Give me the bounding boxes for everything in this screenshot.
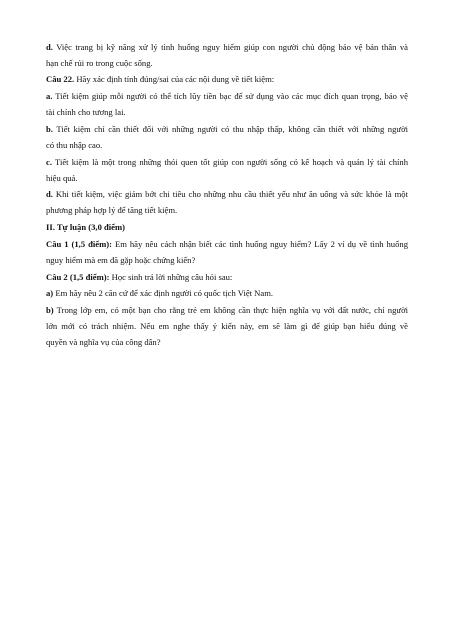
question-22-option-a-line-2: tài chính cho tương lai.	[46, 107, 126, 117]
essay-question-2-part-b-line-2: lớn mới có trách nhiệm. Nếu em nghe thấy ý kiến này, em sẽ làm gì để giúp bạn hiểu đúng về	[46, 321, 408, 331]
question-22-option-a-line-1	[46, 91, 408, 102]
question-22-option-d-line-1	[46, 189, 408, 200]
question-label: Câu 2 (1,5 điểm):	[46, 272, 110, 282]
option-label: a.	[46, 91, 53, 101]
part-label: a)	[46, 288, 54, 298]
question-22-option-c-line-2: hiệu quả.	[46, 173, 78, 183]
question-text: Hãy xác định tính đúng/sai của các nội dung về tiết kiệm:	[76, 74, 275, 84]
question-label: Câu 1 (1,5 điểm):	[46, 239, 112, 249]
option-label: d.	[46, 42, 53, 52]
question-label: Câu 22.	[46, 74, 75, 84]
question-text: Em hãy nêu cách nhận biết các tình huống nguy hiểm? Lấy 2 ví dụ về tình huống	[114, 239, 408, 249]
option-text: Việc trang bị kỹ năng xử lý tình huống nguy hiểm giúp con người chủ động bảo vệ bản thân và	[56, 42, 408, 52]
option-text: Tiết kiệm giúp mỗi người có thể tích lũy tiền bạc để sử dụng vào các mục đích quan trọng, bảo vệ	[55, 91, 408, 101]
essay-question-2-part-b-line-1	[46, 305, 408, 316]
question-22-option-b-line-2: có thu nhập cao.	[46, 140, 103, 150]
part-label: b)	[46, 305, 54, 315]
essay-question-2-part-b-line-3: quyền và nghĩa vụ của công dân?	[46, 337, 161, 347]
option-label: b.	[46, 124, 53, 134]
question-text: Học sinh trả lời những câu hỏi sau:	[111, 272, 233, 282]
option-label: d.	[46, 189, 53, 199]
option-text: Khi tiết kiệm, việc giảm bớt chi tiêu cho những nhu cầu thiết yếu như ăn uống và sức khỏe là một	[55, 189, 408, 199]
essay-question-1-line-2: nguy hiểm mà em đã gặp hoặc chứng kiến?	[46, 255, 196, 265]
essay-question-2-heading	[46, 272, 408, 283]
question-22-option-c-line-1	[46, 157, 408, 168]
essay-question-1-line-1	[46, 239, 408, 250]
essay-question-2-part-a	[46, 288, 408, 299]
part-text: Trong lớp em, có một bạn cho rằng trẻ em không cần thực hiện nghĩa vụ với đất nước, chỉ người	[56, 305, 408, 315]
question-21-option-d-line-1	[46, 42, 408, 53]
section-title-text: II. Tự luận (3,0 điểm)	[46, 222, 126, 232]
option-text: Tiết kiệm chỉ cần thiết đối với những người có thu nhập thấp, không cần thiết với những người	[56, 124, 408, 134]
question-21-option-d-line-2: hạn chế rủi ro trong cuộc sống.	[46, 58, 153, 68]
option-text: Tiết kiệm là một trong những thói quen tốt giúp con người sống có kế hoạch và quản lý tài chính	[55, 157, 409, 167]
part-text: Em hãy nêu 2 căn cứ để xác định người có quốc tịch Việt Nam.	[55, 288, 274, 298]
option-label: c.	[46, 157, 52, 167]
section-2-title	[46, 222, 408, 233]
question-22-option-b-line-1	[46, 124, 408, 135]
question-22-option-d-line-2: phương pháp hợp lý để tăng tiết kiệm.	[46, 205, 178, 215]
question-22-heading	[46, 74, 408, 85]
